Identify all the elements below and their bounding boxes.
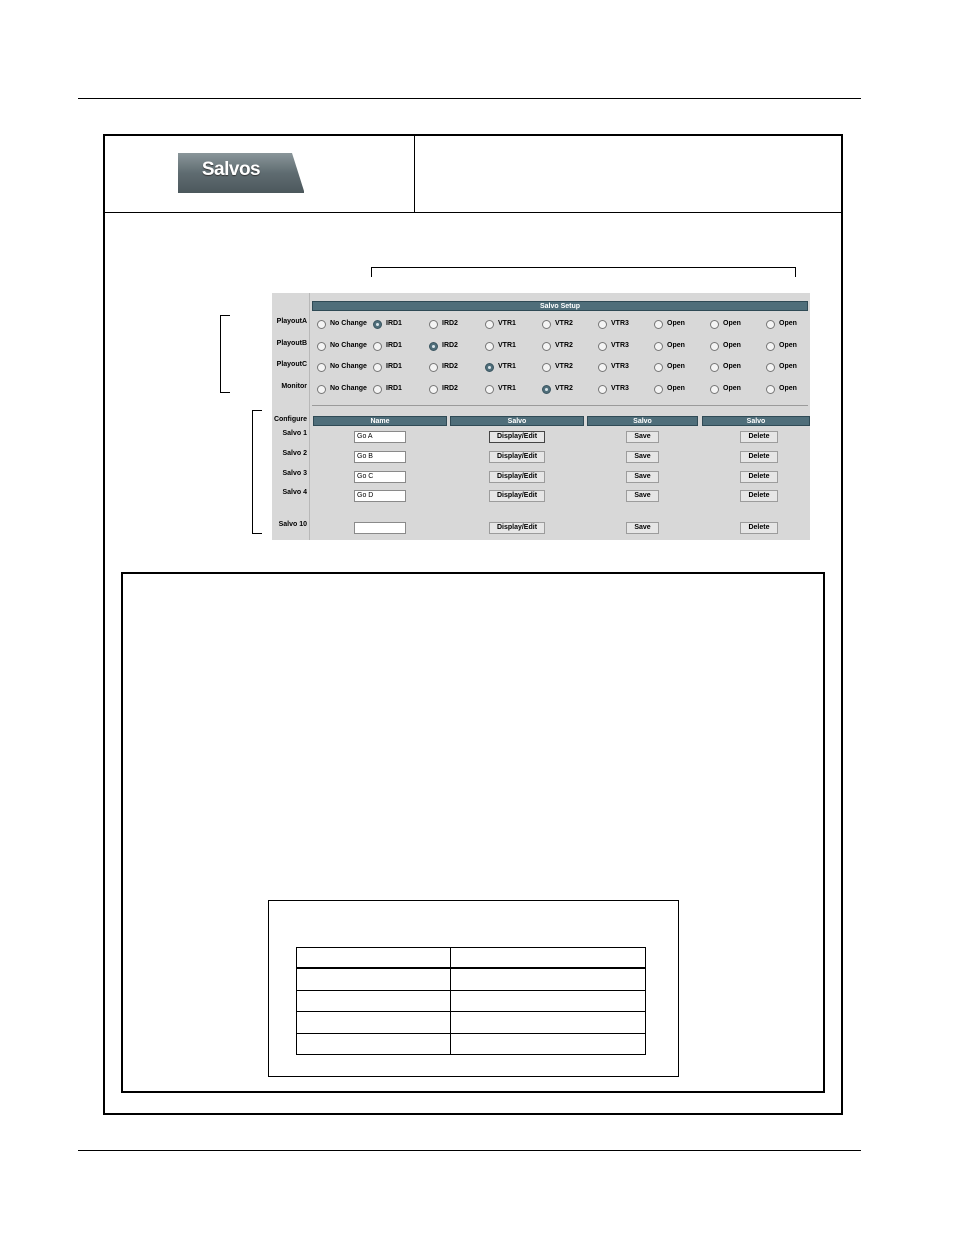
panel-separator: [312, 405, 808, 406]
radio-circle-icon: [598, 320, 607, 329]
radio-circle-icon: [766, 320, 775, 329]
radio-label: Open: [779, 342, 797, 349]
top-bracket: [371, 267, 796, 277]
radio-circle-icon: [373, 363, 382, 372]
save-button[interactable]: Save: [626, 522, 659, 534]
radio-label: IRD2: [442, 342, 458, 349]
radio-circle-icon: [373, 320, 382, 329]
route-radio[interactable]: [542, 342, 553, 351]
save-button[interactable]: Save: [626, 451, 659, 463]
tab-label: Salvos: [201, 159, 261, 180]
radio-circle-icon: [485, 342, 494, 351]
radio-circle-icon: [654, 363, 663, 372]
radio-circle-icon: [710, 385, 719, 394]
route-radio[interactable]: [485, 320, 496, 329]
radio-circle-icon: [429, 385, 438, 394]
radio-label: IRD1: [386, 320, 402, 327]
display-edit-button[interactable]: Display/Edit: [489, 522, 545, 534]
radio-label: Open: [667, 363, 685, 370]
radio-label: Open: [723, 342, 741, 349]
salvo-setup-title: Salvo Setup: [312, 301, 808, 311]
route-radio[interactable]: [373, 320, 384, 329]
salvo-label: Salvo 10: [278, 521, 307, 528]
radio-label: IRD1: [386, 363, 402, 370]
radio-label: No Change: [330, 363, 367, 370]
radio-circle-icon: [317, 385, 326, 394]
route-radio[interactable]: [429, 342, 440, 351]
radio-circle-icon: [485, 320, 494, 329]
route-radio[interactable]: [485, 342, 496, 351]
delete-button[interactable]: Delete: [740, 490, 778, 502]
route-radio[interactable]: [710, 320, 721, 329]
radio-circle-icon: [373, 385, 382, 394]
col-header-display: Salvo: [450, 416, 584, 426]
radio-label: No Change: [330, 385, 367, 392]
salvo-name-input[interactable]: Go B: [354, 451, 406, 463]
radio-circle-icon: [766, 342, 775, 351]
route-radio[interactable]: [766, 342, 777, 351]
route-radio[interactable]: [373, 342, 384, 351]
radio-label: IRD1: [386, 385, 402, 392]
panel-divider: [309, 293, 310, 540]
radio-label: Open: [723, 363, 741, 370]
route-radio[interactable]: [542, 320, 553, 329]
radio-circle-icon: [429, 363, 438, 372]
radio-label: VTR1: [498, 342, 516, 349]
route-radio[interactable]: [654, 385, 665, 394]
display-edit-button[interactable]: Display/Edit: [489, 471, 545, 483]
radio-label: VTR1: [498, 320, 516, 327]
save-button[interactable]: Save: [626, 471, 659, 483]
header-divider: [105, 212, 841, 213]
configure-bracket: [252, 410, 262, 534]
route-radio[interactable]: [710, 342, 721, 351]
route-radio[interactable]: [654, 363, 665, 372]
radio-label: Open: [779, 385, 797, 392]
radio-label: VTR3: [611, 363, 629, 370]
route-radio[interactable]: [429, 320, 440, 329]
delete-button[interactable]: Delete: [740, 522, 778, 534]
top-rule: [78, 98, 861, 99]
radio-label: Open: [667, 342, 685, 349]
radio-label: VTR3: [611, 320, 629, 327]
radio-label: No Change: [330, 342, 367, 349]
radio-circle-icon: [485, 363, 494, 372]
radio-circle-icon: [598, 385, 607, 394]
empty-table: [296, 947, 646, 1055]
salvo-name-input[interactable]: Go C: [354, 471, 406, 483]
salvo-label: Salvo 2: [282, 450, 307, 457]
radio-circle-icon: [373, 342, 382, 351]
col-header-name: Name: [313, 416, 447, 426]
route-radio[interactable]: [373, 363, 384, 372]
delete-button[interactable]: Delete: [740, 431, 778, 443]
radio-label: VTR2: [555, 363, 573, 370]
radio-circle-icon: [598, 342, 607, 351]
route-radio[interactable]: [373, 385, 384, 394]
radio-circle-icon: [429, 320, 438, 329]
radio-circle-icon: [710, 363, 719, 372]
route-radio[interactable]: [598, 320, 609, 329]
route-radio[interactable]: [598, 363, 609, 372]
salvos-tab[interactable]: [178, 153, 304, 193]
configure-label: Configure: [273, 416, 307, 423]
radio-circle-icon: [766, 363, 775, 372]
table-line: [296, 1011, 646, 1012]
radio-label: Open: [667, 320, 685, 327]
salvo-name-input[interactable]: [354, 522, 406, 534]
salvo-name-input[interactable]: Go A: [354, 431, 406, 443]
route-radio[interactable]: [766, 363, 777, 372]
display-edit-button[interactable]: Display/Edit: [489, 490, 545, 502]
radio-circle-icon: [429, 342, 438, 351]
radio-circle-icon: [317, 363, 326, 372]
radio-circle-icon: [485, 385, 494, 394]
route-radio[interactable]: [317, 385, 328, 394]
route-radio[interactable]: [542, 363, 553, 372]
route-radio[interactable]: [710, 385, 721, 394]
col-header-save: Salvo: [587, 416, 698, 426]
route-radio[interactable]: [766, 320, 777, 329]
save-button[interactable]: Save: [626, 490, 659, 502]
radio-label: Open: [779, 363, 797, 370]
radio-circle-icon: [654, 385, 663, 394]
salvo-name-input[interactable]: Go D: [354, 490, 406, 502]
header-left-cell: [105, 136, 415, 212]
table-line: [296, 990, 646, 991]
bottom-rule: [78, 1150, 861, 1151]
radio-circle-icon: [710, 342, 719, 351]
radio-circle-icon: [542, 320, 551, 329]
radio-label: No Change: [330, 320, 367, 327]
radio-label: IRD2: [442, 363, 458, 370]
radio-circle-icon: [654, 342, 663, 351]
col-header-delete: Salvo: [702, 416, 810, 426]
route-radio[interactable]: [710, 363, 721, 372]
radio-circle-icon: [710, 320, 719, 329]
row-label: Monitor: [281, 383, 307, 390]
radio-circle-icon: [542, 363, 551, 372]
table-line: [296, 1054, 646, 1055]
route-radio[interactable]: [598, 342, 609, 351]
radio-label: IRD2: [442, 385, 458, 392]
route-radio[interactable]: [485, 385, 496, 394]
row-label: PlayoutB: [276, 340, 307, 347]
radio-label: Open: [779, 320, 797, 327]
display-edit-button[interactable]: Display/Edit: [489, 431, 545, 443]
radio-circle-icon: [317, 342, 326, 351]
save-button[interactable]: Save: [626, 431, 659, 443]
radio-label: Open: [723, 320, 741, 327]
radio-label: VTR3: [611, 342, 629, 349]
delete-button[interactable]: Delete: [740, 471, 778, 483]
route-radio[interactable]: [429, 385, 440, 394]
salvo-setup-panel: [272, 293, 810, 540]
route-radio[interactable]: [317, 320, 328, 329]
routing-bracket: [220, 315, 230, 393]
radio-label: Open: [667, 385, 685, 392]
radio-circle-icon: [766, 385, 775, 394]
route-radio[interactable]: [654, 320, 665, 329]
route-radio[interactable]: [317, 363, 328, 372]
radio-label: VTR1: [498, 363, 516, 370]
radio-label: VTR2: [555, 320, 573, 327]
route-radio[interactable]: [542, 385, 553, 394]
route-radio[interactable]: [485, 363, 496, 372]
table-vline: [645, 947, 646, 1055]
radio-label: VTR2: [555, 385, 573, 392]
salvo-label: Salvo 3: [282, 470, 307, 477]
radio-circle-icon: [598, 363, 607, 372]
route-radio[interactable]: [766, 385, 777, 394]
table-header-line: [296, 967, 646, 969]
radio-label: IRD2: [442, 320, 458, 327]
radio-circle-icon: [654, 320, 663, 329]
radio-circle-icon: [542, 342, 551, 351]
route-radio[interactable]: [429, 363, 440, 372]
radio-label: VTR1: [498, 385, 516, 392]
table-line: [296, 947, 646, 948]
row-label: PlayoutA: [276, 318, 307, 325]
route-radio[interactable]: [317, 342, 328, 351]
delete-button[interactable]: Delete: [740, 451, 778, 463]
table-vline: [296, 947, 297, 1055]
display-edit-button[interactable]: Display/Edit: [489, 451, 545, 463]
salvo-label: Salvo 4: [282, 489, 307, 496]
radio-label: IRD1: [386, 342, 402, 349]
radio-circle-icon: [542, 385, 551, 394]
table-vline: [450, 947, 451, 1055]
radio-label: VTR3: [611, 385, 629, 392]
row-label: PlayoutC: [276, 361, 307, 368]
route-radio[interactable]: [598, 385, 609, 394]
route-radio[interactable]: [654, 342, 665, 351]
radio-label: Open: [723, 385, 741, 392]
radio-circle-icon: [317, 320, 326, 329]
salvo-label: Salvo 1: [282, 430, 307, 437]
table-line: [296, 1033, 646, 1034]
radio-label: VTR2: [555, 342, 573, 349]
